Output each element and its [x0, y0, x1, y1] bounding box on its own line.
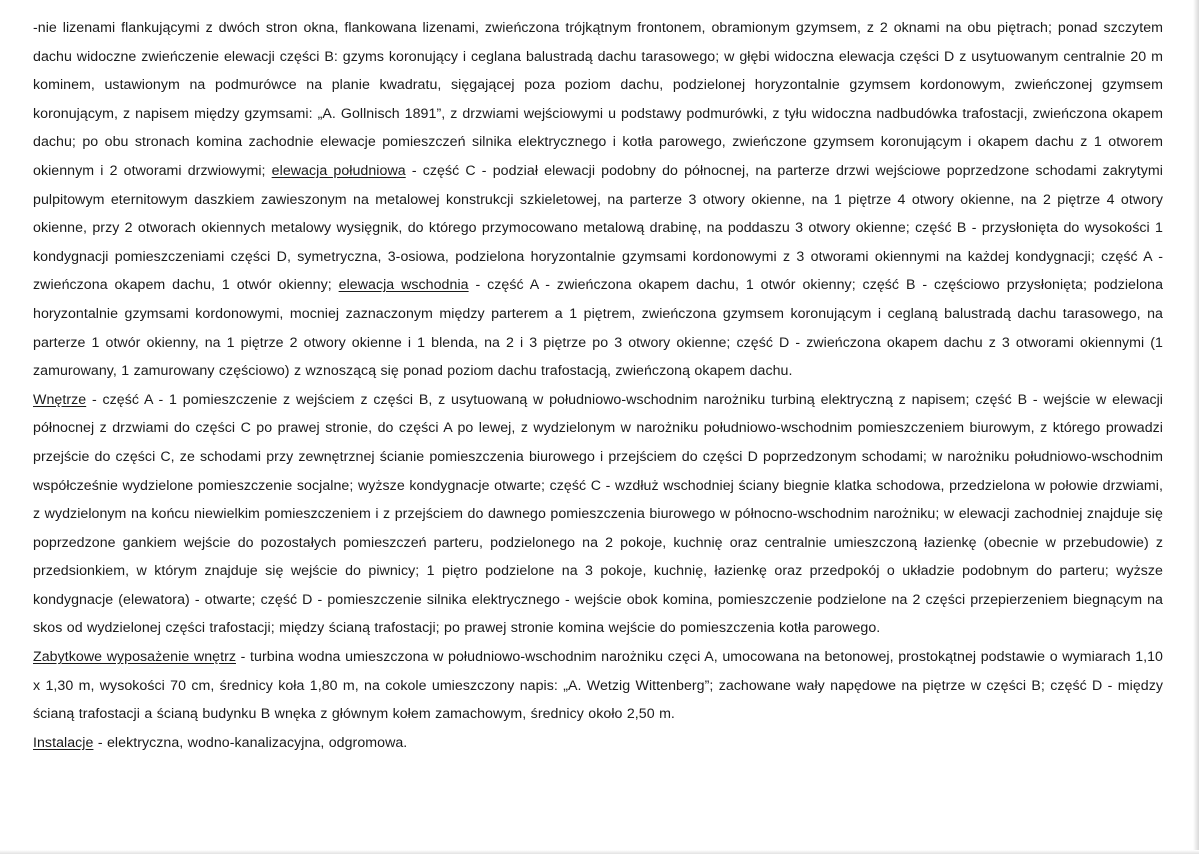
- heading-installations: Instalacje: [33, 734, 94, 751]
- heading-historic-equipment: Zabytkowe wyposażenie wnętrz: [33, 649, 236, 666]
- paragraph-historic-equipment: [33, 643, 1163, 729]
- paragraph-interior: [33, 386, 1163, 643]
- heading-interior: Wnętrze: [33, 391, 87, 408]
- document-body: [33, 14, 1163, 757]
- paragraph-installations: [33, 729, 1163, 758]
- text-run: - część A - 1 pomieszczenie z wejściem z części B, z usytuowaną w południowo-wschodnim narożniku turbiną elektryczną z napisem; część B - wejście w elewacji północnej z drzwiami do części C po prawej stronie, do części A po lewej, z wydzielonym w narożniku południowo-wschodnim pomieszczeniem biurowym, z którego prowadzi przejście do części C, ze schodami przy zewnętrznej ścianie pomieszczenia biurowego i przejściem do części D poprzedzonym schodami; w narożniku południowo-wschodnim współcześnie wydzielone pomieszczenie socjalne; wyższe kondygnacje otwarte; część C - wzdłuż wschodniej ściany biegnie klatka schodowa, przedzielona w połowie drzwiami, z wydzielonym na końcu niewielkim pomieszczeniem i z przejściem do dawnego pomieszczenia biurowego w północno-wschodnim narożniku; w elewacji zachodniej znajduje się poprzedzone gankiem wejście do pozostałych pomieszczeń parteru, podzielonego na 2 pokoje, kuchnię oraz centralnie umieszczoną łazienkę (obecnie w przebudowie) z przedsionkiem, w którym znajduje się wejście do piwnicy; 1 piętro podzielone na 3 pokoje, kuchnię, łazienkę oraz przedpokój o układzie podobnym do parteru; wyższe kondygnacje (elewatora) - otwarte; część D - pomieszczenie silnika elektrycznego - wejście obok komina, pomieszczenie podzielone na 2 części przepierzeniem biegnącym na skos od wydzielonej części trafostacji; między ścianą trafostacji; po prawej stronie komina wejście do pomieszczenia kotła parowego.: [33, 391, 1163, 637]
- text-run: - część A - zwieńczona okapem dachu, 1 otwór okienny; część B - częściowo przysłonięta; podzielona horyzontalnie gzymsami kordonowymi, mocniej zaznaczonym między parterem a 1 piętrem, zwieńczona gzymsem koronującym i ceglaną balustradą dachu tarasowego, na parterze 1 otwór okienny, na 1 piętrze 2 otwory okienne i 1 blenda, na 2 i 3 piętrze po 3 otwory okienne; część D - zwieńczona okapem dachu z 3 otworami okiennymi (1 zamurowany, 1 zamurowany częściowo) z wznoszącą się ponad poziom dachu trafostacją, zwieńczoną okapem dachu.: [33, 277, 1164, 380]
- text-run: - turbina wodna umieszczona w południowo-wschodnim narożniku częci A, umocowana na betonowej, prostokątnej podstawie o wymiarach 1,10 x 1,30 m, wysokości 70 cm, średnicy koła 1,80 m, na cokole umieszczony napis: „A. Wetzig Wittenberg”; zachowane wały napędowe na piętrze w części B; część D - między ścianą trafostacji a ścianą budynku B wnęka z głównym kołem zamachowym, średnicy około 2,50 m.: [33, 649, 1164, 723]
- paragraph-elevations: [33, 14, 1163, 386]
- scan-edge-bottom: [0, 850, 1199, 854]
- scan-edge-right: [1193, 0, 1199, 854]
- heading-south-elevation: elewacja południowa: [271, 162, 406, 179]
- text-run: - elektryczna, wodno-kanalizacyjna, odgromowa.: [93, 734, 408, 751]
- text-run: -nie lizenami flankującymi z dwóch stron okna, flankowana lizenami, zwieńczona trójkątnym frontonem, obramionym gzymsem, z 2 oknami na obu piętrach; ponad szczytem dachu widoczne zwieńczenie elewacji części B: gzyms koronujący i ceglana balustradą dachu tarasowego; w głębi widoczna elewacja części D z usytuowanym centralnie 20 m kominem, ustawionym na podmurówce na planie kwadratu, sięgającej poza poziom dachu, podzielonej horyzontalnie gzymsem kordonowym, zwieńczonej gzymsem koronującym, z napisem między gzymsami: „A. Gollnisch 1891”, z drzwiami wejściowymi u podstawy podmurówki, z tyłu widoczna nadbudówka trafostacji, zwieńczona okapem dachu; po obu stronach komina zachodnie elewacje pomieszczeń silnika elektrycznego i kotła parowego, zwieńczone gzymsem koronującym i okapem dachu z 1 otworem okiennym i 2 otworami drzwiowymi;: [33, 20, 1163, 179]
- text-run: - część C - podział elewacji podobny do północnej, na parterze drzwi wejściowe poprzedzone schodami zakrytymi pulpitowym eternitowym daszkiem zawieszonym na metalowej konstrukcji szkieletowej, na parterze 3 otwory okienne, na 1 piętrze 4 otwory okienne, na 2 piętrze 4 otwory okienne, przy 2 otworach okiennych metalowy wysięgnik, do którego przymocowano metalową drabinę, na poddaszu 3 otwory okienne; część B - przysłonięta do wysokości 1 kondygnacji pomieszczeniami części D, symetryczna, 3-osiowa, podzielona horyzontalnie gzymsami kordonowymi z 3 otworami okiennymi na każdej kondygnacji; część A - zwieńczona okapem dachu, 1 otwór okienny;: [33, 162, 1164, 294]
- heading-east-elevation: elewacja wschodnia: [338, 277, 469, 294]
